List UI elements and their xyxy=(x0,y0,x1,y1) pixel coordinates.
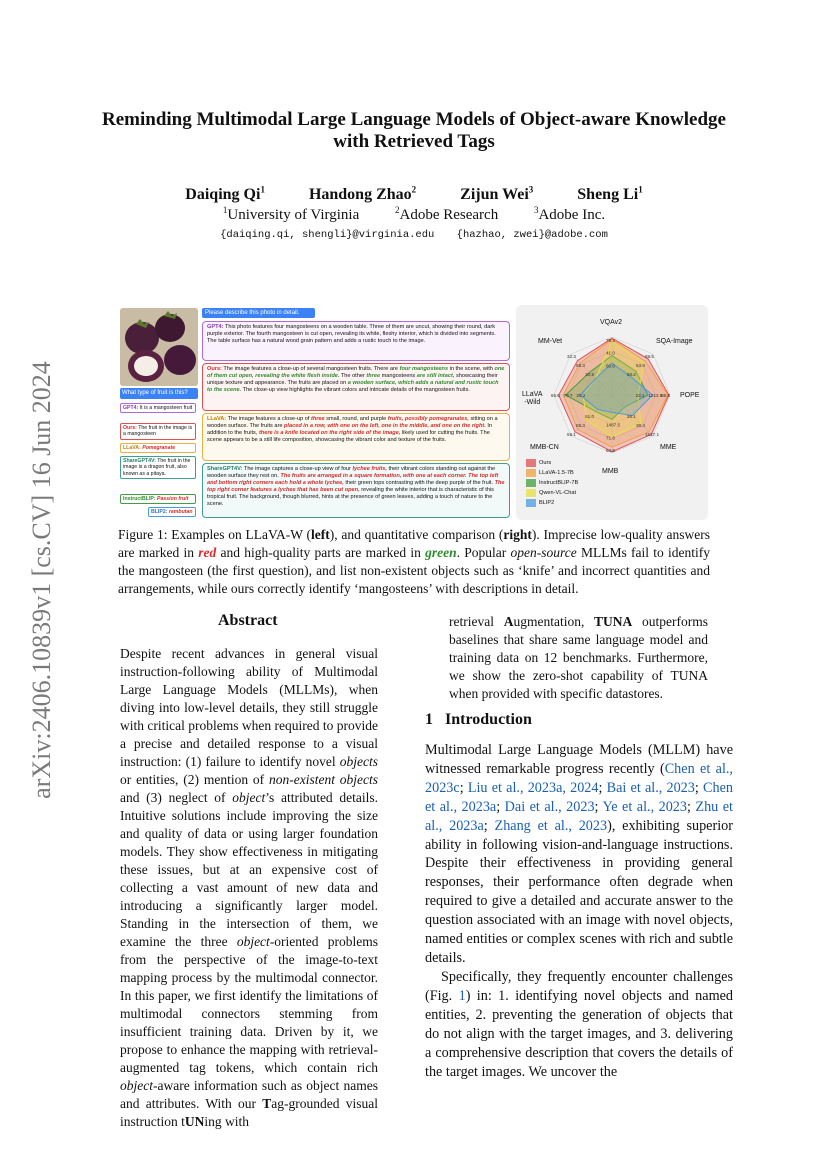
radar-value-label: 60.6 xyxy=(606,363,615,369)
answer-llava: LLaVA: The image features a close-up of three small, round, and purple fruits, possibly pomegranates, sitting on a wooden surface. The fruits are placed in a row, with one on the left, one in the middle, and one on the right. In addition to the fruits, there is a knife located on the right side of the image, likely used for cutting the fruits. The scene appears to be a still life composition, showcasing the vibrant color and texture of the fruits. xyxy=(202,413,510,461)
citation-link[interactable]: Chen et al., 2023c xyxy=(425,760,733,796)
axis-label-pope: POPE xyxy=(680,392,700,399)
axis-label-sqa: SQA-Image xyxy=(656,338,693,345)
radar-plot xyxy=(516,305,708,455)
author: Zijun Wei$^3$ xyxy=(460,185,534,204)
radar-value-label: 85.3 xyxy=(576,422,586,428)
radar-value-label: 64.5 xyxy=(606,448,615,454)
short-answer-blip2: BLIP2: rambutan xyxy=(148,507,196,517)
short-answer-llava: LLaVA: Pomegranate xyxy=(120,443,196,453)
answer-ours: Ours: The image features a close-up of several mangosteen fruits. There are four mangosteens in the scene, with one of them cut open, revealing the white flesh inside. The other three mangosteens are still intact, showcasing their unique texture and appearance. The fruits are placed on a wooden surface, which adds a natural and rustic touch to the scene. The close-up view highlights the vibrant colors and intricate details of the mangosteen fruits. xyxy=(202,363,510,411)
radar-value-label: 1487.5 xyxy=(606,422,621,428)
answer-gpt4: GPT4: This photo features four mangosteens on a wooden table. Three of them are uncut, showing their round, dark purple exterior. The fourth mangosteen is cut open, revealing its white, fleshy interior, which is divided into segments. The table surface has a natural wood grain pattern and adds a rustic touch to the image. xyxy=(202,321,510,361)
question-bubble: Please describe this photo in detail. xyxy=(202,308,315,318)
figure-caption: Figure 1: Examples on LLaVA-W (left), and quantitative comparison (right). Imprecise low-quality answers are marked in red and high-quality parts are marked in green. Popular open-source MLLMs fail to identify the mangosteen (the first question), and list non-existent objects such as ‘knife’ and incorrect quantities and arrangements, while ours correctly identify ‘mangosteens’ with descriptions in detail. xyxy=(118,527,710,596)
legend-item: InstructBLIP-7B xyxy=(526,478,578,488)
radar-legend xyxy=(526,458,578,508)
affiliation: $^1$University of Virginia xyxy=(222,205,360,223)
radar-value-label: 30.5 xyxy=(585,372,595,378)
radar-value-label: 58.1 xyxy=(567,431,576,437)
radar-value-label: 38.4 xyxy=(635,422,645,428)
citation-link[interactable]: Chen et al., 2023a xyxy=(425,779,733,815)
legend-item: LLaVA-1.5-7B xyxy=(526,468,578,478)
radar-value-label: 69.5 xyxy=(644,354,654,360)
radar-value-label: 53.8 xyxy=(635,363,645,369)
axis-label-mmbcn: MMB-CN xyxy=(530,444,559,451)
abstract-body: Despite recent advances in general visual instruction-following ability of Multimodal Large Language Models (MLLMs), when diving into low-level details, they still struggle with critical problems when required to provide a precise and detailed response to a visual instruction: (1) failure to identify novel objects or entities, (2) mention of non-existent objects and (3) neglect of object’s attributed details. Intuitive solutions include improving the size and quality of data or using larger foundation models. They show effectiveness in mitigating these issues, but at an expensive cost of collecting a vast amount of new data and introducing a significantly larger model. Standing in the intersection of them, we examine the three object-oriented problems from the perspective of the image-to-text mapping process by the multimodal connector. In this paper, we first identify the limitations of multimodal connectors stemming from insufficient training data. Driven by it, we propose to enhance the mapping with retrieval-augmented tag tokens, which contain rich object-aware information such as object names and attributes. With our Tag-grounded visual instruction tUNing with xyxy=(120,646,379,1129)
author: Daiqing Qi$^1$ xyxy=(185,185,265,204)
affiliation: $^2$Adobe Research xyxy=(395,205,499,223)
section-introduction-heading: 1 Introduction xyxy=(425,711,532,728)
mangosteen-photo xyxy=(120,308,198,386)
answer-sharegpt4v: ShareGPT4V: The image captures a close-up view of four lychee fruits, their vibrant colors standing out against the wooden surface they rest on. The fruits are arranged in a square formation, with one at each corner. The top left and bottom right corners each hold a whole lychee, their green tops contrasting with the deep purple of the fruit. The top right corner features a lychee that has been cut open, revealing the white interior that is characteristic of this tropical fruit. The background, though blurred, hints at the presence of green leaves, adding a touch of nature to the scene. xyxy=(202,463,510,518)
citation-link[interactable]: Zhang et al., 2023 xyxy=(494,817,608,834)
affiliations xyxy=(100,205,728,224)
short-answer-instructblip: InstructBLIP: Passion fruit xyxy=(120,494,196,504)
radar-value-label: 61.0 xyxy=(585,413,595,419)
paper-title: Reminding Multimodal Large Language Models of Object-aware Knowledge with Retrieved Tags xyxy=(102,109,726,152)
abstract-heading: Abstract xyxy=(218,612,278,629)
citation-link[interactable]: Liu et al., 2023a, 2024 xyxy=(467,779,599,796)
axis-label-mmb: MMB xyxy=(602,468,619,475)
affiliation: $^3$Adobe Inc. xyxy=(533,205,606,223)
arxiv-identifier xyxy=(22,361,62,799)
figure-1 xyxy=(118,305,710,520)
email[interactable]: {hazhao, zwei}@adobe.com xyxy=(456,229,608,241)
radar-value-label: 65.6 xyxy=(550,393,560,398)
radar-value-label: 58.2 xyxy=(626,372,636,378)
emails xyxy=(100,229,728,241)
radar-value-label: 23.1 xyxy=(635,393,645,398)
arxiv-id-text: arXiv:2406.10839v1 [cs.CV] 16 Jun 2024 xyxy=(27,361,56,799)
radar-value-label: 41.0 xyxy=(606,350,615,356)
legend-item: Qwen-VL-Chat xyxy=(526,488,578,498)
intro-paragraph-2: Specifically, they frequently encounter challenges (Fig. 1) in: 1. identifying novel objects and named entities, 2. preventing the generation of objects that do not align with the target images, and 3. delivering a comprehensive description that covers the details of the target images. We uncover the xyxy=(425,969,734,1080)
radar-value-label: 78.2 xyxy=(606,337,615,343)
figure-ref-link[interactable]: 1 xyxy=(458,987,466,1004)
legend-item: Ours xyxy=(526,458,578,468)
author-list xyxy=(100,185,728,204)
axis-label-vqav2: VQAv2 xyxy=(600,319,623,326)
short-answer-sharegpt4v: ShareGPT4V: The fruit in the image is a dragon fruit, also known as a pitaya. xyxy=(120,456,196,479)
radar-chart xyxy=(516,305,708,520)
radar-value-label: 1212.8 xyxy=(648,393,663,398)
intro-paragraph-1: Multimodal Large Language Models (MLLM) have witnessed remarkable progress recently (Chen et al., 2023c; Liu et al., 2023a, 2024; Bai et al., 2023; Chen et al., 2023a; Dai et al., 2023; Ye et al., 2023; Zhu et al., 2023a; Zhang et al., 2023), exhibiting superior ability in following vision-and-language instructions. Despite their effectiveness in providing general responses, their performance often degrade when required to give a detailed and accurate answer to the question associated with an image with novel objects, named entities or complex scenes with rich and subtle details. xyxy=(425,742,733,966)
radar-value-label: 32.3 xyxy=(567,354,576,360)
citation-link[interactable]: Ye et al., 2023 xyxy=(602,798,687,815)
short-answer-ours: Ours: The fruit in the image is a mangosteen xyxy=(120,423,196,440)
radar-value-label: 36.1 xyxy=(626,413,636,419)
radar-value-label: 1527.1 xyxy=(644,431,660,437)
legend-item: BLIP2 xyxy=(526,498,578,508)
radar-value-label: 86.8 xyxy=(661,393,671,398)
citation-link[interactable]: Dai et al., 2023 xyxy=(504,798,595,815)
email[interactable]: {daiqing.qi, shengli}@virginia.edu xyxy=(220,229,435,241)
radar-value-label: 76.7 xyxy=(563,393,573,398)
radar-value-label: 71.6 xyxy=(606,435,615,441)
question2-bubble: What type of fruit is this? xyxy=(120,388,198,399)
axis-label-llava-wild: LLaVA -Wild xyxy=(522,391,543,406)
citation-link[interactable]: Bai et al., 2023 xyxy=(606,779,695,796)
radar-value-label: 26.2 xyxy=(576,393,586,398)
short-answer-gpt4: GPT4: It is a mangosteen fruit xyxy=(120,403,196,413)
abstract-continued: retrieval Augmentation, TUNA outperforms baselines that share same language model and training data on 12 benchmarks. Furthermore, we show the zero-shot capability of TUNA when provided with specific datastores. xyxy=(449,614,709,701)
author: Sheng Li$^1$ xyxy=(577,185,643,204)
axis-label-mme: MME xyxy=(660,444,677,451)
axis-label-mmvet: MM-Vet xyxy=(538,338,563,345)
radar-value-label: 68.3 xyxy=(576,363,586,369)
citation-link[interactable]: Zhu et al., 2023a xyxy=(425,798,733,834)
author: Handong Zhao$^2$ xyxy=(308,185,417,204)
